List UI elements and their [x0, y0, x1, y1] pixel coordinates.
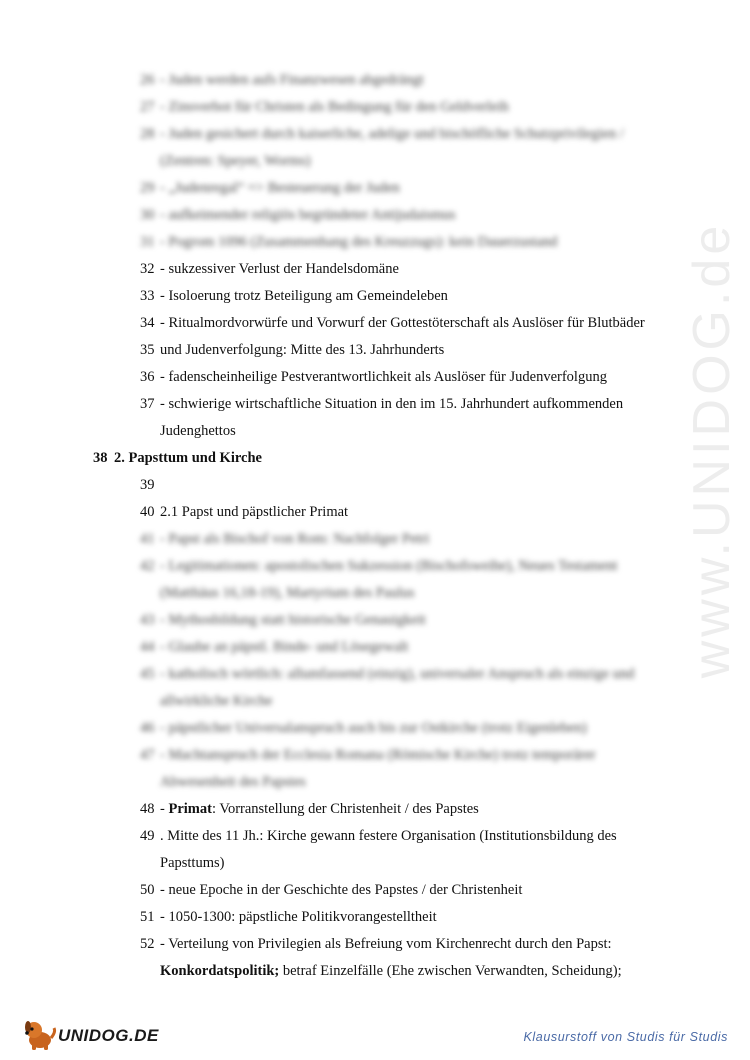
logo-text: UNIDOG.DE	[58, 1026, 159, 1045]
footer-tagline: Klausurstoff von Studis für Studis	[523, 1030, 728, 1044]
document-page: www.UNIDOG.de 26 - Juden werden aufs Finanzwesen abgedrängt 27 - Zinsverbot für Christen als Bedingung für den Geldverleih 28 - Juden gesichert durch kaiserliche, adelige und bischöfliche Schutzprivilegien / (Zentren: Speyer, Worms) 29 - „Judenregal“ => Besteuerung der Juden 30 - aufkeimender religiös begründeter Antijudaismus 31 - Pogrom 1096 (Zusammenhang des Kreuzzugs): kein Dauerzustand 32 - sukzessiver Verlust der Handelsdomäne 33 - Isoloerung trotz Beteiligung am Gemeindeleben 34 - Ritualmordvorwürfe und Vorwurf der Gottestöterschaft als Auslöser für Blutbäder 35 und Judenverfolgung: Mitte des 13. Jahrhunderts 36 - fadenscheinheilige Pestverantwortlichkeit als Auslöser für Judenverfolgung 37 - schwierige wirtschaftliche Situation in den im 15. Jahrhundert aufkommenden Judenghettos 38 2. Papsttum und Kirche 39 40 2.1 Papst und päpstlicher Primat 41 - Papst als Bischof von Rom: Nachfolger Petri 42 - Legitimationen: apostolischen Sukzession (Bischofsweihe), Neues Testament (Matthäus 16,18-19), Martyrium des Paulus 43 - Mythosbildung statt historische Genauigkeit 44 - Glaube an päpstl. Binde- und Lösegewalt 45 - katholisch wörtlich: allumfassend (einzig), universaler Anspruch als einzige und allwirkliche Kirche 46 - päpstlicher Universalanspruch auch bis zur Ostkirche (trotz Eigenleben) 47 - Machtanspruch der Ecclesia Romana (Römische Kirche) trotz temporärer Abwesenheit des Papstes 48 - Primat: Vorranstellung der Christenheit / des Papstes 49 . Mitte des 11 Jh.: Kirche gewann festere Organisation (Institutionsbildung des Papsttums) 50 - neue Epoche in der Geschichte des Papstes / der Christenheit 51 - 1050-1300: päpstliche Politikvorangestelltheit 52 - Verteilung von Privilegien als Befreiung vom Kirchenrecht durch den Papst: Konkordatspolitik; betraf Einzelfälle (Ehe zwischen Verwandten, Scheidung); UNIDOG.DE Klausurstoff von Studis für Studis	[0, 0, 750, 1060]
watermark-text: www.UNIDOG.de	[683, 221, 741, 679]
unidog-logo[interactable]	[22, 1018, 162, 1052]
bold-term: Konkordatspolitik;	[160, 963, 280, 979]
dog-icon	[22, 1018, 58, 1052]
bold-term: Primat	[168, 801, 212, 817]
